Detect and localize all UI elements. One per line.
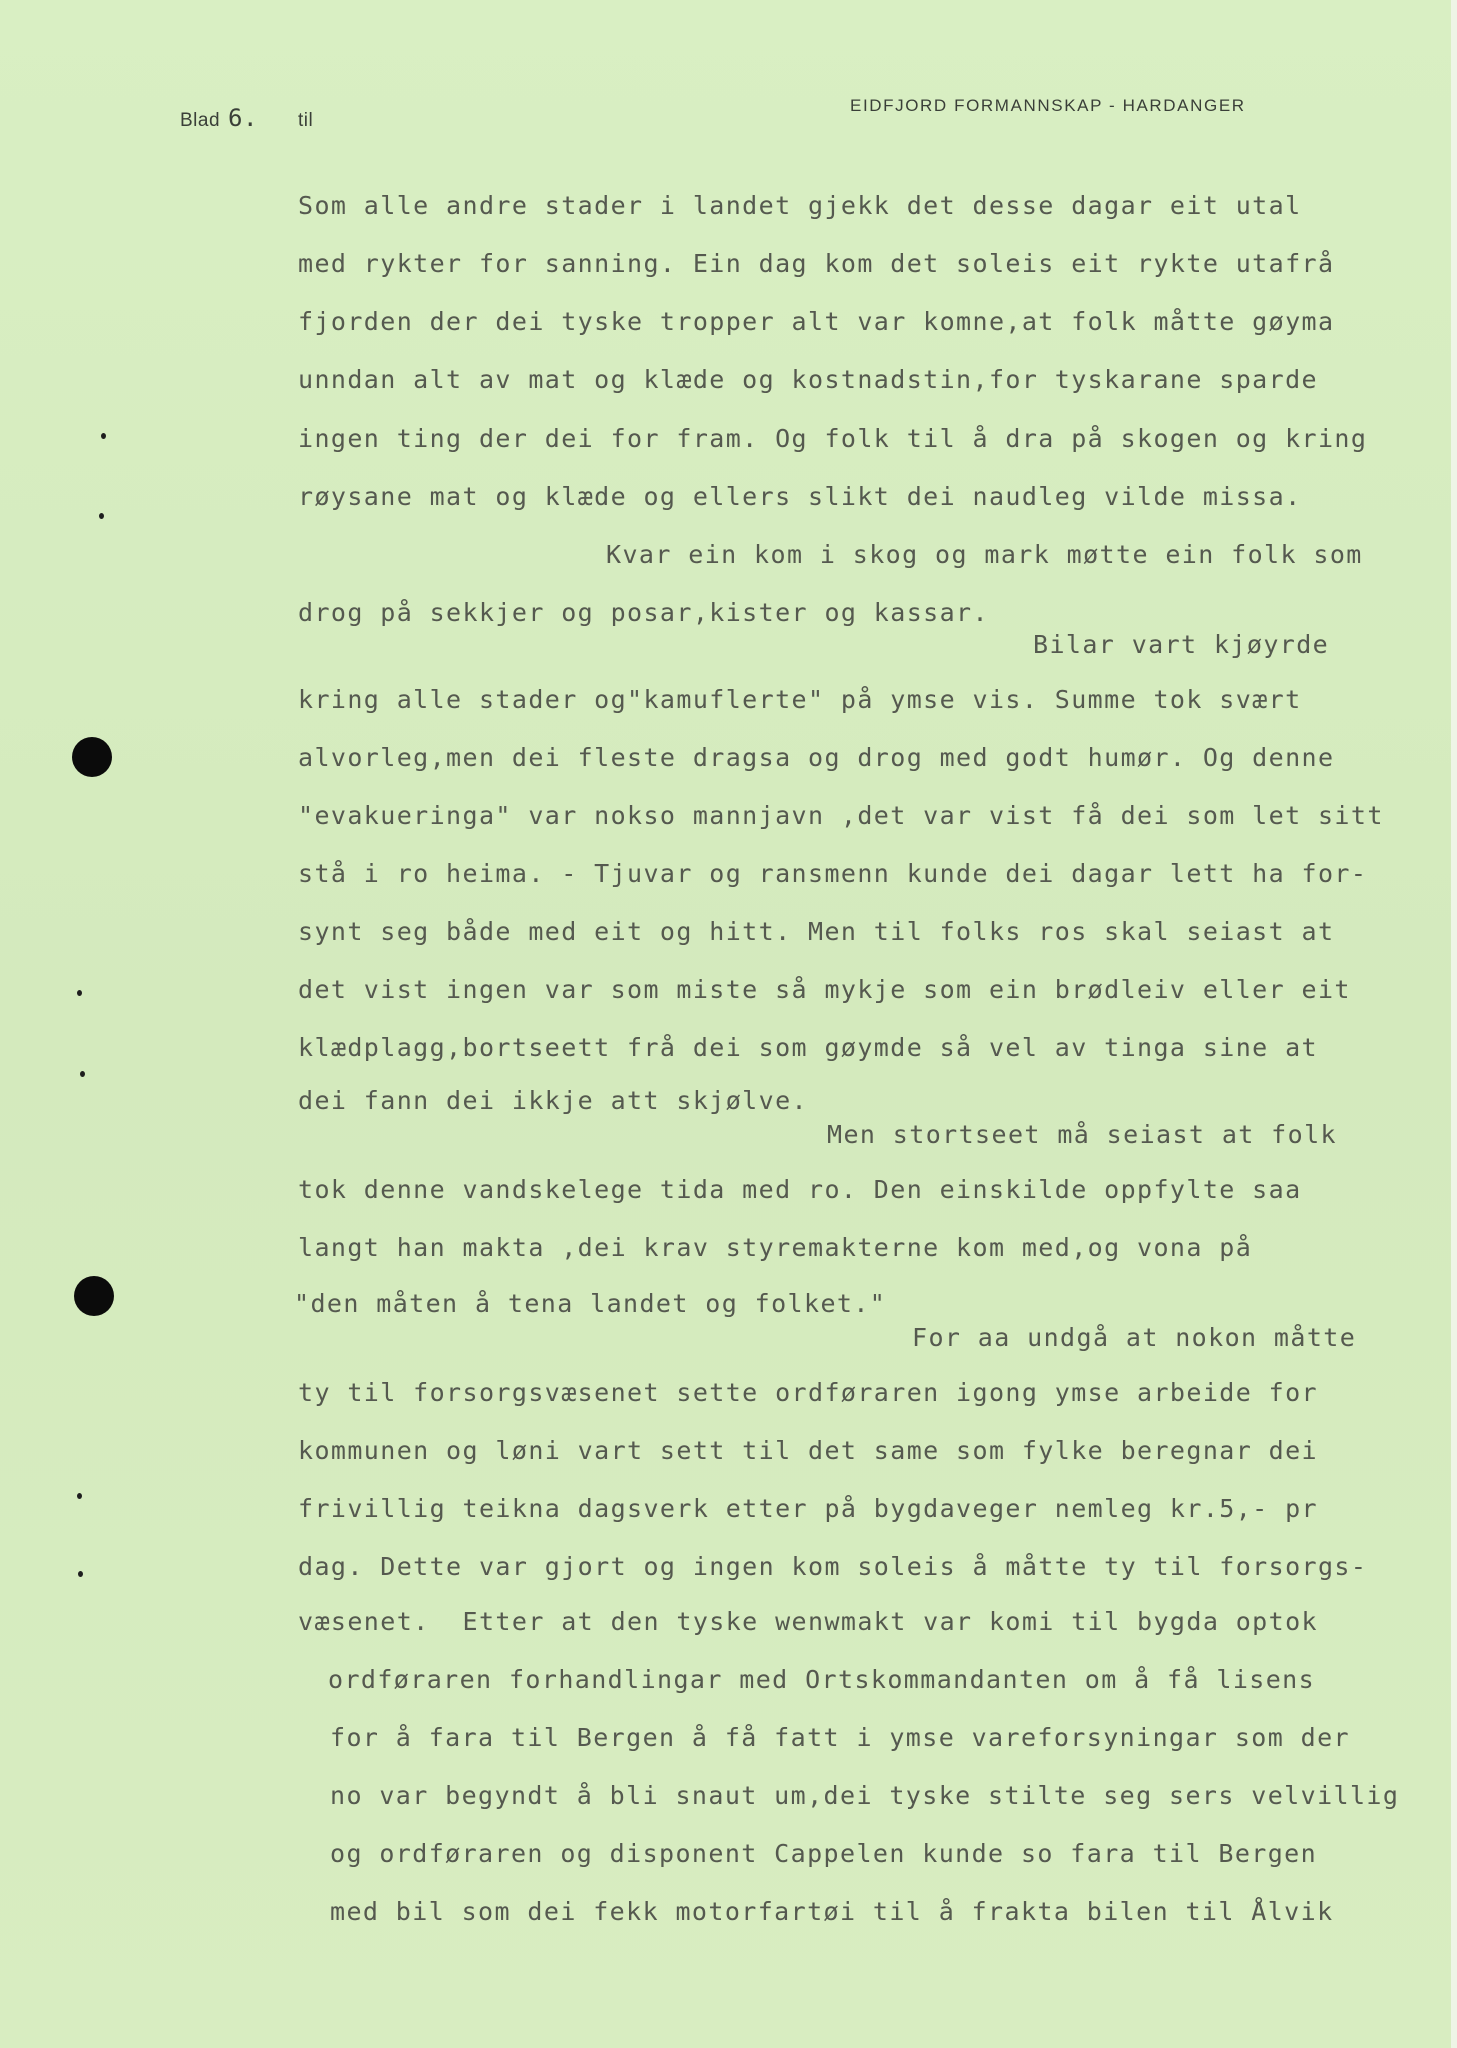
text-line: Men stortseet må seiast at folk xyxy=(827,1120,1337,1149)
text-line: med rykter for sanning. Ein dag kom det soleis eit rykte utafrå xyxy=(298,249,1335,278)
blad-number: 6. xyxy=(228,104,258,132)
text-line: Kvar ein kom i skog og mark møtte ein folk som xyxy=(606,540,1363,569)
text-line: Bilar vart kjøyrde xyxy=(1033,630,1330,659)
text-line: væsenet. Etter at den tyske wenwmakt var komi til bygda optok xyxy=(298,1607,1318,1636)
text-line: ty til forsorgsvæsenet sette ordføraren igong ymse arbeide for xyxy=(298,1378,1318,1407)
text-line: synt seg både med eit og hitt. Men til folks ros skal seiast at xyxy=(298,917,1335,946)
text-line: for å fara til Bergen å få fatt i ymse vareforsyningar som der xyxy=(330,1723,1350,1752)
til-label: til xyxy=(297,110,314,131)
text-line: frivillig teikna dagsverk etter på bygdaveger nemleg kr.5,- pr xyxy=(298,1494,1318,1523)
organization-letterhead: EIDFJORD FORMANNSKAP - HARDANGER xyxy=(850,96,1246,115)
text-line: med bil som dei fekk motorfartøi til å frakta bilen til Ålvik xyxy=(330,1897,1334,1926)
text-line: tok denne vandskelege tida med ro. Den einskilde oppfylte saa xyxy=(298,1175,1302,1204)
text-line: fjorden der dei tyske tropper alt var komne,at folk måtte gøyma xyxy=(298,307,1335,336)
text-line: ordføraren forhandlingar med Ortskommandanten om å få lisens xyxy=(328,1665,1316,1694)
text-line: no var begyndt å bli snaut um,dei tyske stilte seg sers velvillig xyxy=(330,1781,1400,1810)
text-line: drog på sekkjer og posar,kister og kassar. xyxy=(298,598,989,627)
text-line: alvorleg,men dei fleste dragsa og drog med godt humør. Og denne xyxy=(298,743,1335,772)
text-line: "evakueringa" var nokso mannjavn ,det var vist få dei som let sitt xyxy=(298,801,1384,830)
text-line: kommunen og løni vart sett til det same som fylke beregnar dei xyxy=(298,1436,1318,1465)
text-line: klædplagg,bortseett frå dei som gøymde så vel av tinga sine at xyxy=(298,1033,1318,1062)
text-line: og ordføraren og disponent Cappelen kunde so fara til Bergen xyxy=(330,1839,1318,1868)
text-line: "den måten å tena landet og folket." xyxy=(294,1289,887,1318)
text-line: unndan alt av mat og klæde og kostnadstin,for tyskarane sparde xyxy=(298,365,1318,394)
text-line: dei fann dei ikkje att skjølve. xyxy=(298,1086,808,1115)
text-line: røysane mat og klæde og ellers slikt dei naudleg vilde missa. xyxy=(298,482,1302,511)
blad-label: Blad xyxy=(180,110,221,131)
text-line: Som alle andre stader i landet gjekk det desse dagar eit utal xyxy=(298,191,1302,220)
text-line: dag. Dette var gjort og ingen kom soleis å måtte ty til forsorgs- xyxy=(298,1552,1368,1581)
text-line: kring alle stader og"kamuflerte" på ymse vis. Summe tok svært xyxy=(298,685,1302,714)
text-line: For aa undgå at nokon måtte xyxy=(912,1323,1357,1352)
text-line: stå i ro heima. - Tjuvar og ransmenn kunde dei dagar lett ha for- xyxy=(298,859,1368,888)
text-line: langt han makta ,dei krav styremakterne kom med,og vona på xyxy=(298,1233,1253,1262)
text-line: ingen ting der dei for fram. Og folk til å dra på skogen og kring xyxy=(298,424,1368,453)
text-line: det vist ingen var som miste så mykje som ein brødleiv eller eit xyxy=(298,975,1351,1004)
